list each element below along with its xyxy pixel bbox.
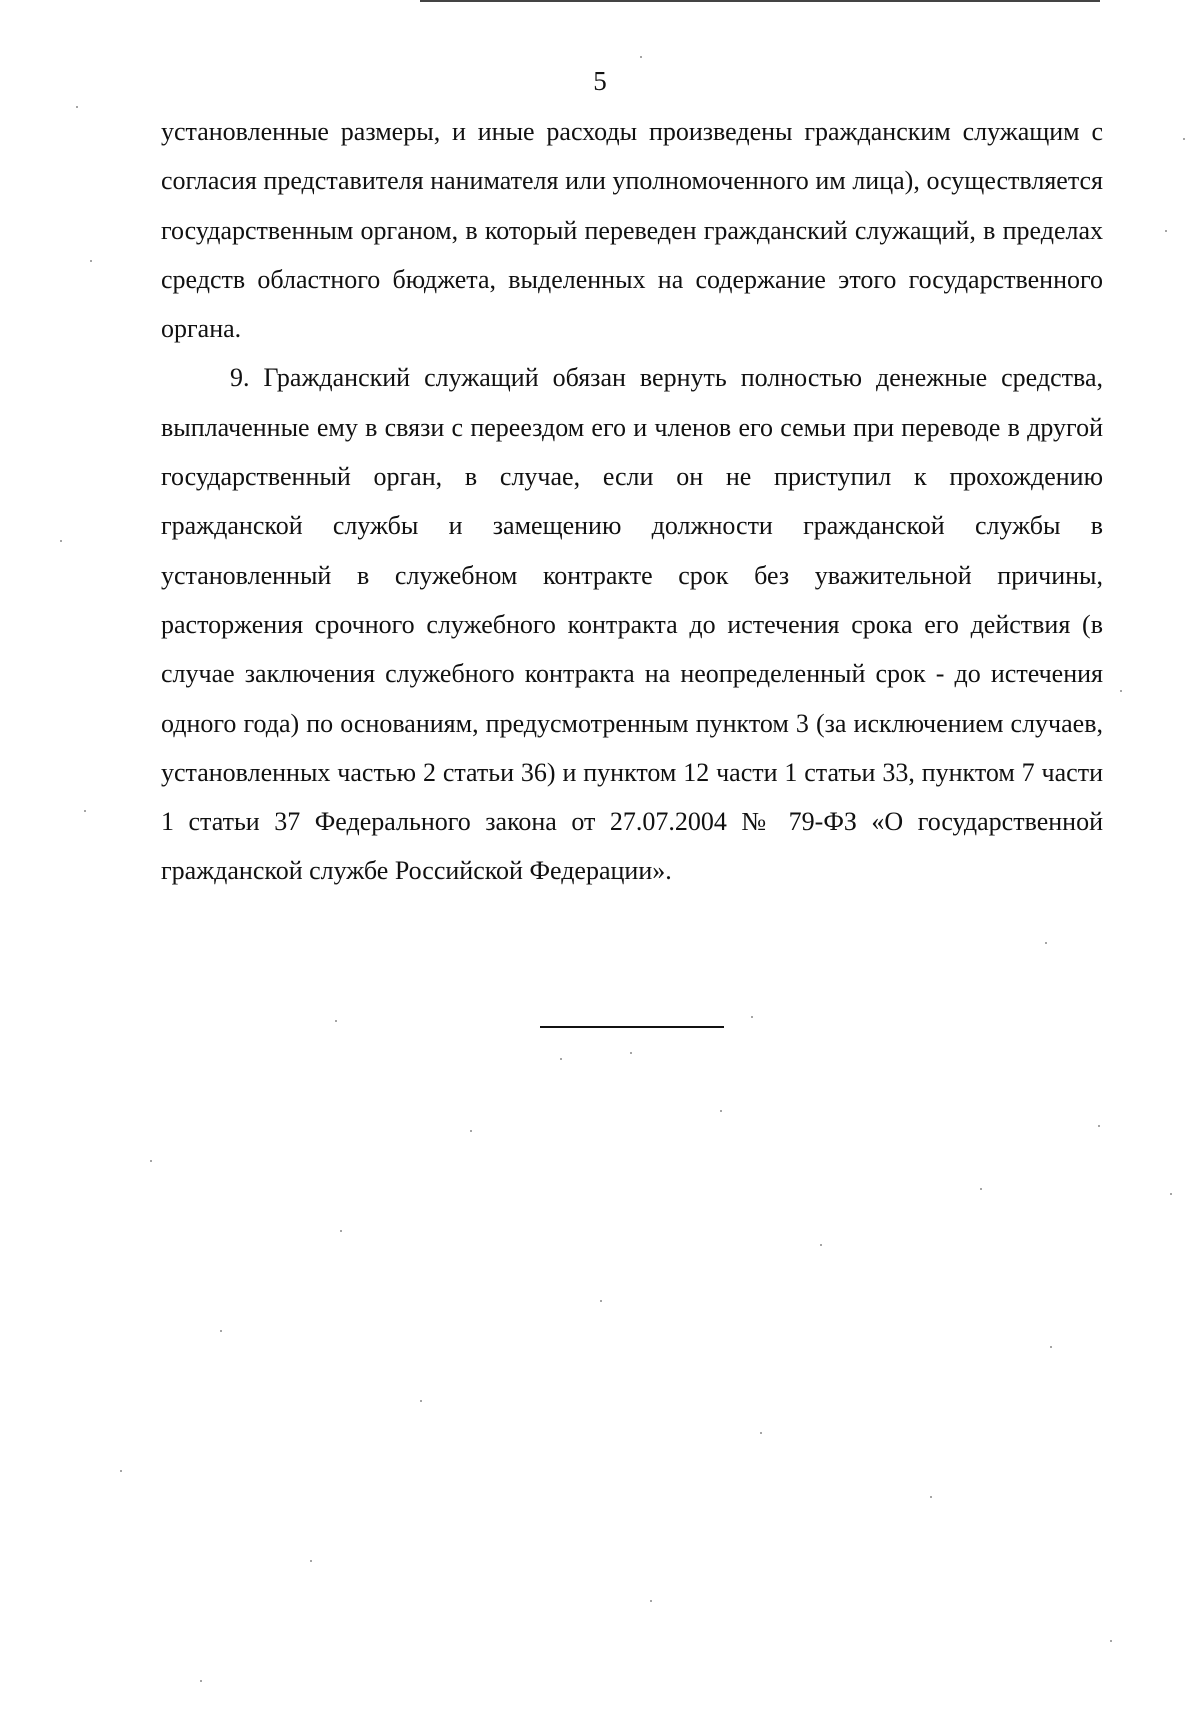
end-of-document-rule	[540, 1026, 724, 1028]
scan-speck	[1050, 1346, 1052, 1348]
paragraph-continuation: установленные размеры, и иные расходы произведены гражданским служащим с согласия представителя нанимателя или уполномоченного им лица), осуществляется государственным органом, в который переведен гражданский служащий, в пределах средств областного бюджета, выделенных на содержание этого государственного органа.	[161, 117, 1103, 344]
page-number: 5	[593, 66, 607, 96]
scan-speck	[640, 56, 642, 58]
top-scan-line	[420, 0, 1100, 2]
scan-speck	[335, 1020, 337, 1022]
scan-speck	[420, 1400, 422, 1402]
scan-speck	[1045, 942, 1047, 944]
document-body	[161, 107, 1103, 896]
scan-speck	[560, 1058, 562, 1060]
scan-speck	[820, 1244, 822, 1246]
paragraph-item-9: 9. Гражданский служащий обязан вернуть полностью денежные средства, выплаченные ему в связи с переездом его и членов его семьи при переводе в другой государственный орган, в случае, если он не приступил к прохождению гражданской службы и замещению должности гражданской службы в установленный в служебном контракте срок без уважительной причины, расторжения срочного служебного контракта до истечения срока его действия (в случае заключения служебного контракта на неопределенный срок - до истечения одного года) по основаниям, предусмотренным пунктом 3 (за исключением случаев, установленных частью 2 статьи 36) и пунктом 12 части 1 статьи 33, пунктом 7 части 1 статьи 37 Федерального закона от 27.07.2004 № 79-ФЗ «О государственной гражданской службе Российской Федерации».	[161, 363, 1103, 886]
scan-speck	[1183, 138, 1185, 140]
scan-speck	[630, 1052, 632, 1054]
scan-speck	[76, 106, 78, 108]
scan-speck	[1165, 230, 1167, 232]
scan-speck	[751, 1016, 753, 1018]
scan-speck	[150, 1160, 152, 1162]
scan-speck	[1120, 690, 1122, 692]
scan-speck	[310, 1560, 312, 1562]
scan-speck	[720, 1110, 722, 1112]
scan-speck	[760, 1432, 762, 1434]
scan-speck	[90, 260, 92, 262]
scan-speck	[340, 1230, 342, 1232]
scan-speck	[980, 1188, 982, 1190]
scan-speck	[220, 1330, 222, 1332]
scan-speck	[84, 810, 86, 812]
scan-speck	[1110, 1640, 1112, 1642]
scan-speck	[930, 1496, 932, 1498]
scan-speck	[470, 1130, 472, 1132]
scan-speck	[120, 1470, 122, 1472]
scan-speck	[200, 1680, 202, 1682]
scan-speck	[600, 1300, 602, 1302]
scan-speck	[650, 1600, 652, 1602]
scan-speck	[1170, 1193, 1172, 1195]
scan-speck	[1098, 1125, 1100, 1127]
scan-speck	[60, 540, 62, 542]
